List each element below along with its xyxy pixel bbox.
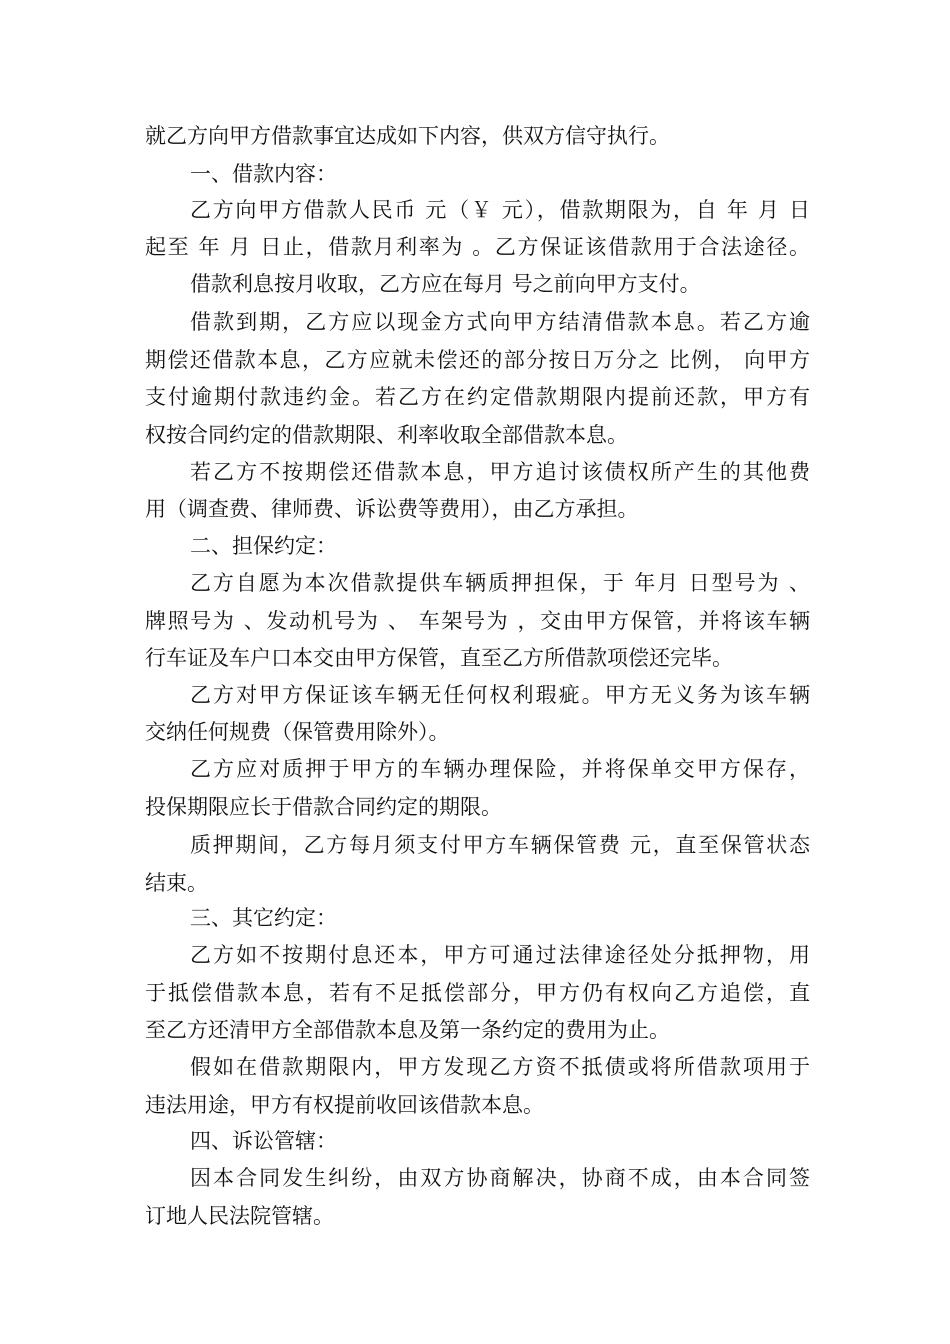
paragraph-line: 假如在借款期限内，甲方发现乙方资不抵债或将所借款项用于 xyxy=(190,1055,810,1079)
section-heading: 二、担保约定： xyxy=(190,534,337,558)
paragraph-line: 权按合同约定的借款期限、利率收取全部借款本息。 xyxy=(145,423,628,447)
paragraph-line: 借款利息按月收取，乙方应在每月 号之前向甲方支付。 xyxy=(190,272,701,296)
paragraph-line: 于抵偿借款本息，若有不足抵偿部分，甲方仍有权向乙方追偿，直 xyxy=(145,981,810,1005)
paragraph-line: 若乙方不按期偿还借款本息，甲方追讨该债权所产生的其他费 xyxy=(190,460,810,484)
paragraph-line: 支付逾期付款违约金。若乙方在约定借款期限内提前还款，甲方有 xyxy=(145,385,810,409)
paragraph-line: 借款到期，乙方应以现金方式向甲方结清借款本息。若乙方逾 xyxy=(190,310,810,334)
paragraph-line: 行车证及车户口本交由甲方保管，直至乙方所借款项偿还完毕。 xyxy=(145,646,733,670)
paragraph-line: 乙方自愿为本次借款提供车辆质押担保，于 年月 日型号为 、 xyxy=(190,571,810,595)
paragraph-line: 乙方如不按期付息还本，甲方可通过法律途径处分抵押物，用 xyxy=(190,943,810,967)
paragraph-line: 违法用途，甲方有权提前收回该借款本息。 xyxy=(145,1093,544,1117)
paragraph-line: 牌照号为 、发动机号为 、 车架号为 ，交由甲方保管，并将该车辆 xyxy=(145,609,810,633)
section-heading: 三、其它约定： xyxy=(190,906,337,930)
paragraph-line: 质押期间，乙方每月须支付甲方车辆保管费 元，直至保管状态 xyxy=(190,833,810,857)
paragraph-line: 至乙方还清甲方全部借款本息及第一条约定的费用为止。 xyxy=(145,1018,670,1042)
paragraph-line: 乙方向甲方借款人民币 元（￥ 元），借款期限为，自 年 月 日 xyxy=(190,198,810,222)
paragraph-line: 就乙方向甲方借款事宜达成如下内容，供双方信守执行。 xyxy=(145,124,670,148)
paragraph-line: 乙方应对质押于甲方的车辆办理保险，并将保单交甲方保存， xyxy=(190,757,810,781)
paragraph-line: 乙方对甲方保证该车辆无任何权利瑕疵。甲方无义务为该车辆 xyxy=(190,683,810,707)
paragraph-line: 因本合同发生纠纷，由双方协商解决，协商不成，由本合同签 xyxy=(190,1166,810,1190)
paragraph-line: 投保期限应长于借款合同约定的期限。 xyxy=(145,795,502,819)
paragraph-line: 订地人民法院管辖。 xyxy=(145,1204,334,1228)
paragraph-line: 期偿还借款本息，乙方应就未偿还的部分按日万分之 比例， 向甲方 xyxy=(145,348,810,372)
section-heading: 四、诉讼管辖： xyxy=(190,1129,337,1153)
paragraph-line: 起至 年 月 日止，借款月利率为 。乙方保证该借款用于合法途径。 xyxy=(145,235,810,259)
paragraph-line: 交纳任何规费（保管费用除外）。 xyxy=(145,720,450,744)
section-heading: 一、借款内容： xyxy=(190,162,337,186)
paragraph-line: 用（调查费、律师费、诉讼费等费用），由乙方承担。 xyxy=(145,497,639,521)
paragraph-line: 结束。 xyxy=(145,871,208,895)
